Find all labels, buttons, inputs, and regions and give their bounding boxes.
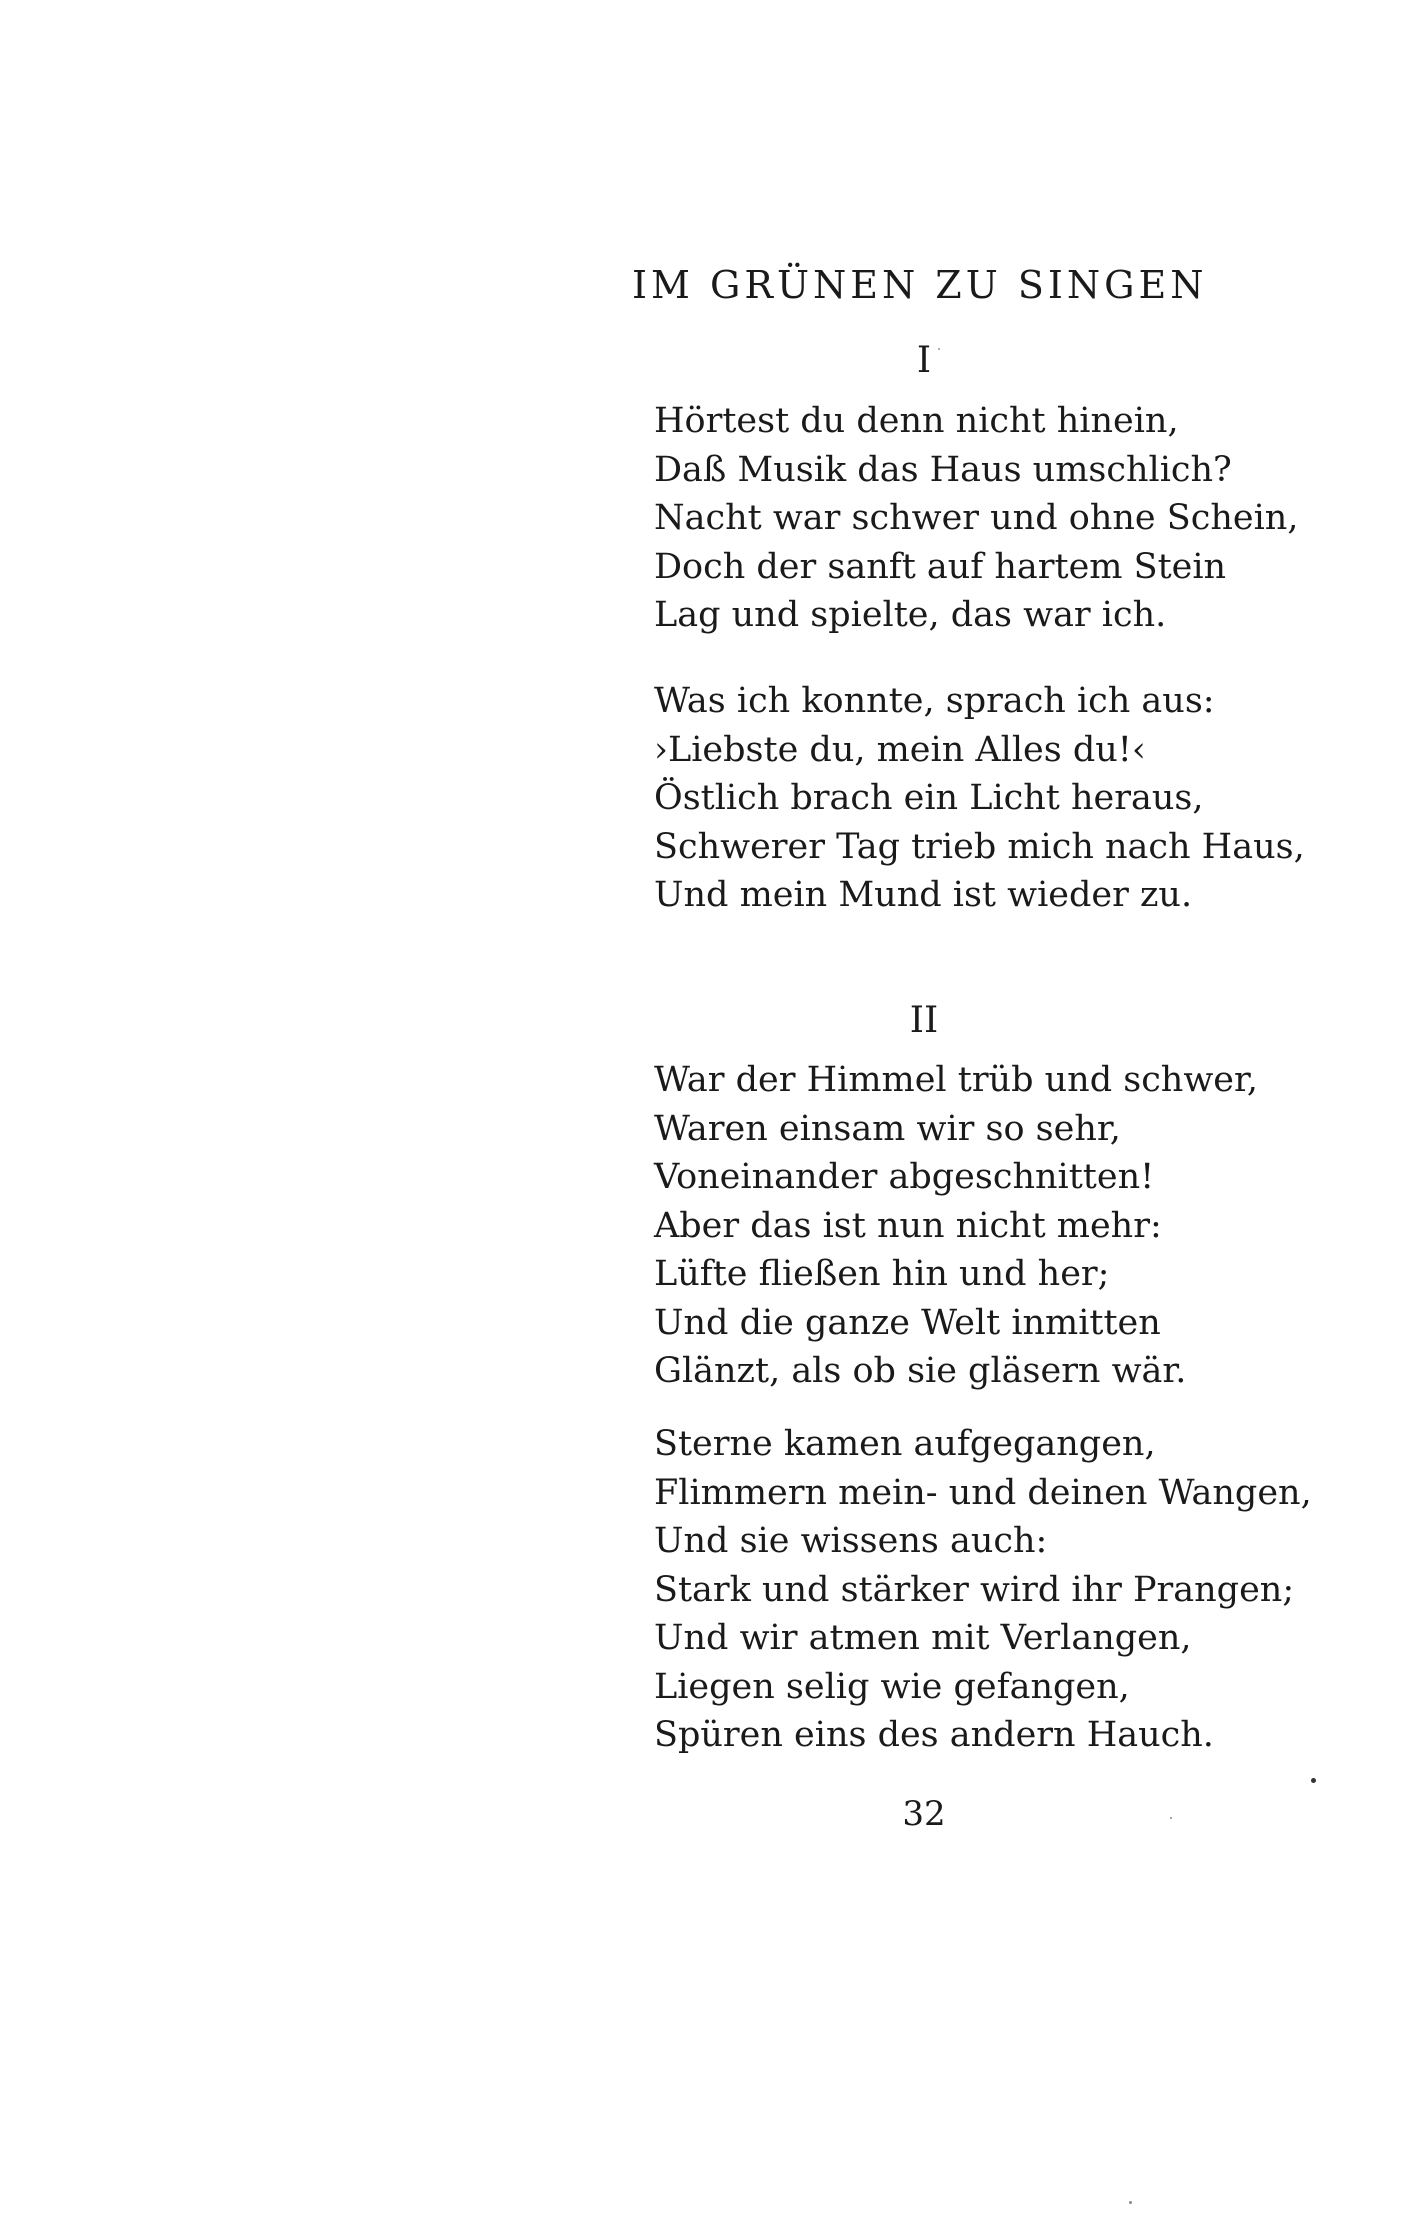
verse-line: Und wir atmen mit Verlangen,	[654, 1618, 1192, 1658]
verse-line: War der Himmel trüb und schwer,	[654, 1060, 1259, 1100]
scan-speck	[1129, 2201, 1132, 2204]
stanza-2	[654, 677, 1305, 920]
verse-line: Aber das ist nun nicht mehr:	[654, 1205, 1162, 1246]
scan-speck	[938, 348, 940, 350]
verse-line: Stark und stärker wird ihr Prangen;	[654, 1569, 1295, 1610]
verse-line: Lüfte fließen hin und her;	[654, 1254, 1110, 1294]
verse-line: Schwerer Tag trieb mich nach Haus,	[654, 826, 1305, 867]
scan-speck	[1311, 1778, 1316, 1783]
verse-line: Doch der sanft auf hartem Stein	[654, 546, 1227, 587]
verse-line: Spüren eins des andern Hauch.	[654, 1715, 1214, 1755]
verse-line: Östlich brach ein Licht heraus,	[654, 778, 1204, 818]
section-numeral-1: I	[916, 340, 932, 381]
verse-line: Hörtest du denn nicht hinein,	[654, 401, 1179, 441]
verse-line: Liegen selig wie gefangen,	[654, 1666, 1130, 1707]
stanza-3	[654, 1056, 1258, 1396]
stanza-1	[654, 397, 1298, 640]
section-numeral-2: II	[909, 1000, 939, 1041]
stanza-4	[654, 1420, 1312, 1760]
poem-title: IM GRÜNEN ZU SINGEN	[632, 263, 1208, 308]
verse-line: Waren einsam wir so sehr,	[654, 1108, 1121, 1149]
verse-line: Daß Musik das Haus umschlich?	[654, 449, 1232, 490]
verse-line: Was ich konnte, sprach ich aus:	[654, 681, 1215, 721]
verse-line: Glänzt, als ob sie gläsern wär.	[654, 1351, 1187, 1391]
verse-line: Und mein Mund ist wieder zu.	[654, 875, 1193, 915]
verse-line: Lag und spielte, das war ich.	[654, 595, 1167, 635]
verse-line: ›Liebste du, mein Alles du!‹	[654, 729, 1146, 770]
verse-line: Sterne kamen aufgegangen,	[654, 1424, 1156, 1464]
verse-line: Voneinander abgeschnitten!	[654, 1157, 1155, 1197]
verse-line: Und die ganze Welt inmitten	[654, 1302, 1161, 1343]
verse-line: Und sie wissens auch:	[654, 1521, 1048, 1561]
verse-line: Nacht war schwer und ohne Schein,	[654, 498, 1299, 538]
page-number: 32	[902, 1794, 946, 1834]
verse-line: Flimmern mein- und deinen Wangen,	[654, 1472, 1312, 1513]
scan-speck	[1170, 1817, 1172, 1819]
